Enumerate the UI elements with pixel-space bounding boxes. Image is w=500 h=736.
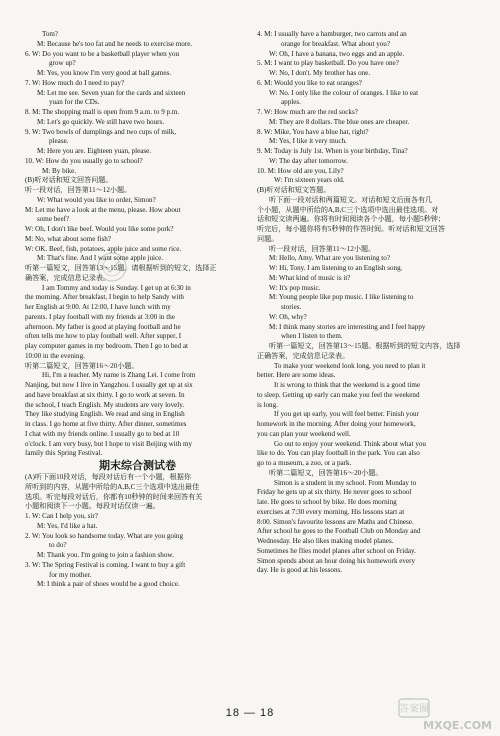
text-line: 7. W: How much are the red socks? — [257, 108, 358, 116]
text-line: 3. W: The Spring Festival is coming. I want to buy a gift — [25, 560, 186, 569]
text-line: It is wrong to think that the weekend is a good time — [274, 381, 420, 389]
text-line: better. Here are some ideas. — [257, 371, 336, 380]
text-line: Nanjing, but now I live in Yangzhou. I usually get up at six — [25, 381, 193, 389]
text-line: 听第二篇短文，回答第16～20小题。 — [25, 361, 139, 370]
text-line: W: It's pop music. — [269, 283, 321, 292]
text-line: 问题。 — [257, 234, 279, 243]
text-line: orange for breakfast. What about you? — [281, 39, 390, 48]
text-line: W: Oh, I have a banana, two eggs and an apple. — [269, 49, 405, 58]
text-line: 听一段对话，回答第11～12小题。 — [25, 186, 132, 194]
text-line: W: What would you like to order, Simon? — [37, 195, 156, 204]
text-line: M: Hello, Amy. What are you listening to? — [269, 254, 390, 263]
text-line: 8. M: The shopping mall is open from 9 a.m. to 9 p.m. — [25, 108, 180, 116]
text-line: 9. M: Today is July 1st. When is your birthday, Tina? — [257, 147, 408, 155]
text-line: in class. I go home at five thirty. After dinner, sometimes — [25, 420, 187, 428]
text-line: M: No, what about some fish? — [25, 234, 111, 243]
text-line: M: Because he's too fat and he needs to exercise more. — [37, 39, 193, 48]
text-line: M: They are 8 dollars. The blue ones are cheaper. — [269, 117, 410, 126]
text-line: 8. W: Mike, You have a blue hat, right? — [257, 127, 369, 136]
text-line: M: Yes, I'd like a hat. — [37, 521, 98, 530]
text-line: Sometimes he flies model planes after school on Friday. — [257, 546, 416, 555]
text-line: 个小题，从题中所给的A,B,C三个选项中选出最佳选项。对 — [257, 205, 439, 214]
text-line: 话和短文读两遍。你将有时间阅读各个小题，每小题5秒钟； — [257, 215, 445, 224]
text-line: 7. W: How much do I need to pay? — [25, 78, 125, 87]
text-line: (B)听对话和短文答题。 — [257, 186, 331, 194]
text-line: 6. W: Do you want to be a basketball player when you — [25, 49, 180, 58]
text-line: 10:00 in the evening. — [25, 351, 85, 360]
text-line: Simon spends about an hour doing his homework every — [257, 556, 416, 565]
text-line: 听下面一段对话和两篇短文。对话和短文后面各有几 — [269, 195, 433, 204]
text-line: M: Yes, you know I'm very good at ball games. — [37, 69, 172, 77]
text-line: 10. W: How do you usually go to school? — [25, 156, 143, 165]
text-line: parents. I play football with my friends at 3:00 in the — [25, 312, 175, 321]
text-line: They like studying English. We read and sing in English — [25, 410, 185, 419]
text-line: 听一段对话，回答第11～12小题。 — [269, 244, 376, 253]
text-line: often tells me how to play football well. After supper, I — [25, 332, 182, 341]
text-line: exercises at 7:30 every morning. His lessons start at — [257, 507, 405, 516]
text-line: 听完后，每小题你将有5秒钟的作答时间。听对话和短文回答 — [257, 225, 445, 233]
text-line: to sleep. Getting up early can make you feel the weekend — [257, 390, 420, 399]
text-line: 5. M: I want to play basketball. Do you have one? — [257, 59, 399, 68]
text-line: when I listen to them. — [281, 332, 343, 341]
text-line: M: Let's go quickly. We still have two hours. — [37, 117, 165, 126]
text-line: o'clock. I am very busy, but I hope to visit Beijing with my — [25, 439, 193, 448]
text-line: Hi, I'm a teacher. My name is Zhang Lei. I come from — [42, 371, 196, 380]
text-line: M: I think many stories are interesting and I feel happy — [269, 322, 426, 331]
text-line: M: By bike. — [42, 166, 77, 175]
text-line: Tom? — [42, 30, 59, 38]
page-number: 18 — 18 — [225, 707, 275, 719]
text-line: M: I think a pair of shoes would be a good choice. — [37, 580, 180, 589]
text-line: 6. M: Would you like to eat oranges? — [257, 78, 362, 87]
text-line: to do? — [49, 541, 67, 550]
text-line: 1. W: Can I help you, sir? — [25, 512, 98, 520]
text-line: 9. W: Two bowls of dumplings and two cups of milk, — [25, 127, 177, 136]
text-line: W: The day after tomorrow. — [269, 156, 348, 165]
text-line: 10. M: How old are you, Lily? — [257, 166, 344, 175]
text-line: To make your weekend look long, you need to plan it — [274, 361, 426, 370]
text-line: day. He is good at his lessons. — [257, 566, 343, 575]
text-line: 正确答案，完成信息记录表。 — [257, 351, 350, 360]
text-line: grow up? — [49, 59, 76, 68]
text-line: homework in the morning. After doing your homework, — [257, 420, 416, 428]
text-line: some beef? — [37, 215, 70, 224]
section-title: 期末综合测试卷 — [99, 460, 176, 472]
site-watermark-logo — [398, 698, 494, 732]
text-line: go to a museum, a zoo, or a park. — [257, 459, 352, 467]
text-line: Wednesday. He also likes making model planes. — [257, 537, 394, 545]
text-line: stories. — [281, 303, 302, 311]
text-line: 听第二篇短文，回答第16～20小题。 — [269, 468, 383, 477]
text-line: M: Yes, I like it very much. — [269, 137, 347, 146]
text-line: I chat with my friends online. I usually go to bed at 10 — [25, 429, 180, 438]
text-line: play computer games in my bedroom. Then I go to bed at — [25, 342, 188, 350]
text-line: is long. — [257, 400, 278, 409]
answer-stamp-icon — [95, 250, 129, 284]
text-line: 4. M: I usually have a hamburger, two carrots and an — [257, 30, 407, 38]
text-line: the morning. After breakfast, I begin to help Sandy with — [25, 293, 184, 302]
text-line: late. He goes to school by bike. He does morning — [257, 498, 397, 506]
text-line: Simon is a student in my school. From Monday to — [274, 478, 417, 487]
text-line: and have breakfast at six thirty. I go to work at seven. In — [25, 390, 185, 399]
text-line: I am Tommy and today is Sunday. I get up at 6:30 in — [42, 283, 191, 292]
text-line: M: What kind of music is it? — [269, 273, 351, 282]
text-line: please. — [49, 137, 69, 146]
left-column — [25, 30, 250, 590]
text-line: 小题和阅读下一小题。每段对话仅读一遍。 — [25, 502, 160, 511]
text-line: (B)听对话和短文回答问题。 — [25, 176, 113, 185]
text-line: Go out to enjoy your weekend. Think about what you — [274, 439, 426, 448]
text-line: her English at 9:00. At 12:00, I have lunch with my — [25, 303, 171, 311]
text-line: 听第一篇短文，回答第13～15题。请根据听到的短文，选择正 — [25, 264, 217, 272]
text-line: M: Let me have a look at the menu, please. How about — [25, 205, 181, 214]
watermark-url-text: MXQE.COM — [423, 719, 492, 732]
text-line: W: Oh, I don't like beef. Would you like some pork? — [25, 225, 174, 233]
text-line: M: Thank you. I'm going to join a fashion show. — [37, 551, 174, 559]
text-line: you can plan your weekend well. — [257, 429, 351, 438]
text-line: If you get up early, you will feel better. Finish your — [274, 410, 419, 419]
text-line: W: I'm sixteen years old. — [274, 176, 345, 185]
text-line: M: Young people like pop music. I like listening to — [269, 293, 414, 302]
text-line: 选项。听完每段对话后，你都有10秒钟的时间来回答有关 — [25, 492, 203, 501]
text-line: W: OK. Beef, fish, potatoes, apple juice and some rice. — [25, 244, 182, 253]
text-line: 所听到的内容，从题中所给的A,B,C三个选项中选出最佳 — [25, 482, 200, 491]
text-line: W: No. I only like the colour of oranges. I like to eat — [269, 88, 419, 97]
text-line: W: Hi, Tony. I am listening to an English song. — [269, 264, 403, 272]
text-line: After school he goes to the Football Club on Monday and — [257, 527, 421, 536]
text-line: 听第一篇短文，回答第13～15题。根据听到的短文内容，选择 — [269, 342, 461, 350]
watermark-cn-text: 答案圈 — [399, 704, 429, 715]
text-line: like to do. You can play football in the park. You can also — [257, 449, 420, 458]
text-line: apples. — [281, 98, 301, 107]
text-line: M: That's fine. And I want some apple juice. — [37, 254, 164, 263]
right-column — [257, 30, 485, 576]
text-line: afternoon. My father is good at playing football and he — [25, 322, 181, 331]
text-line: (A)听下面10段对话，每段对话后有一个小题，根据你 — [25, 473, 191, 481]
text-line: for my mother. — [49, 570, 92, 579]
text-line: 确答案，完成信息记录表。 — [25, 273, 111, 282]
text-line: 8:00. Simon's favourite lessons are Maths and Chinese. — [257, 517, 414, 526]
text-line: yuan for the CDs. — [49, 98, 100, 107]
text-line: Friday he gets up at six thirty. He never goes to school — [257, 488, 412, 497]
text-line: W: Oh, why? — [269, 312, 307, 321]
text-line: M: Let me see. Seven yuan for the cards and sixteen — [37, 88, 186, 97]
text-line: the school, I teach English. My students are very lovely. — [25, 400, 185, 409]
text-line: 2. W: You look so handsome today. What are you going — [25, 531, 184, 540]
text-line: W: No, I don't. My brother has one. — [269, 69, 371, 77]
text-line: family this Spring Festival. — [25, 449, 103, 458]
text-line: M: Here you are. Eighteen yuan, please. — [37, 147, 152, 155]
